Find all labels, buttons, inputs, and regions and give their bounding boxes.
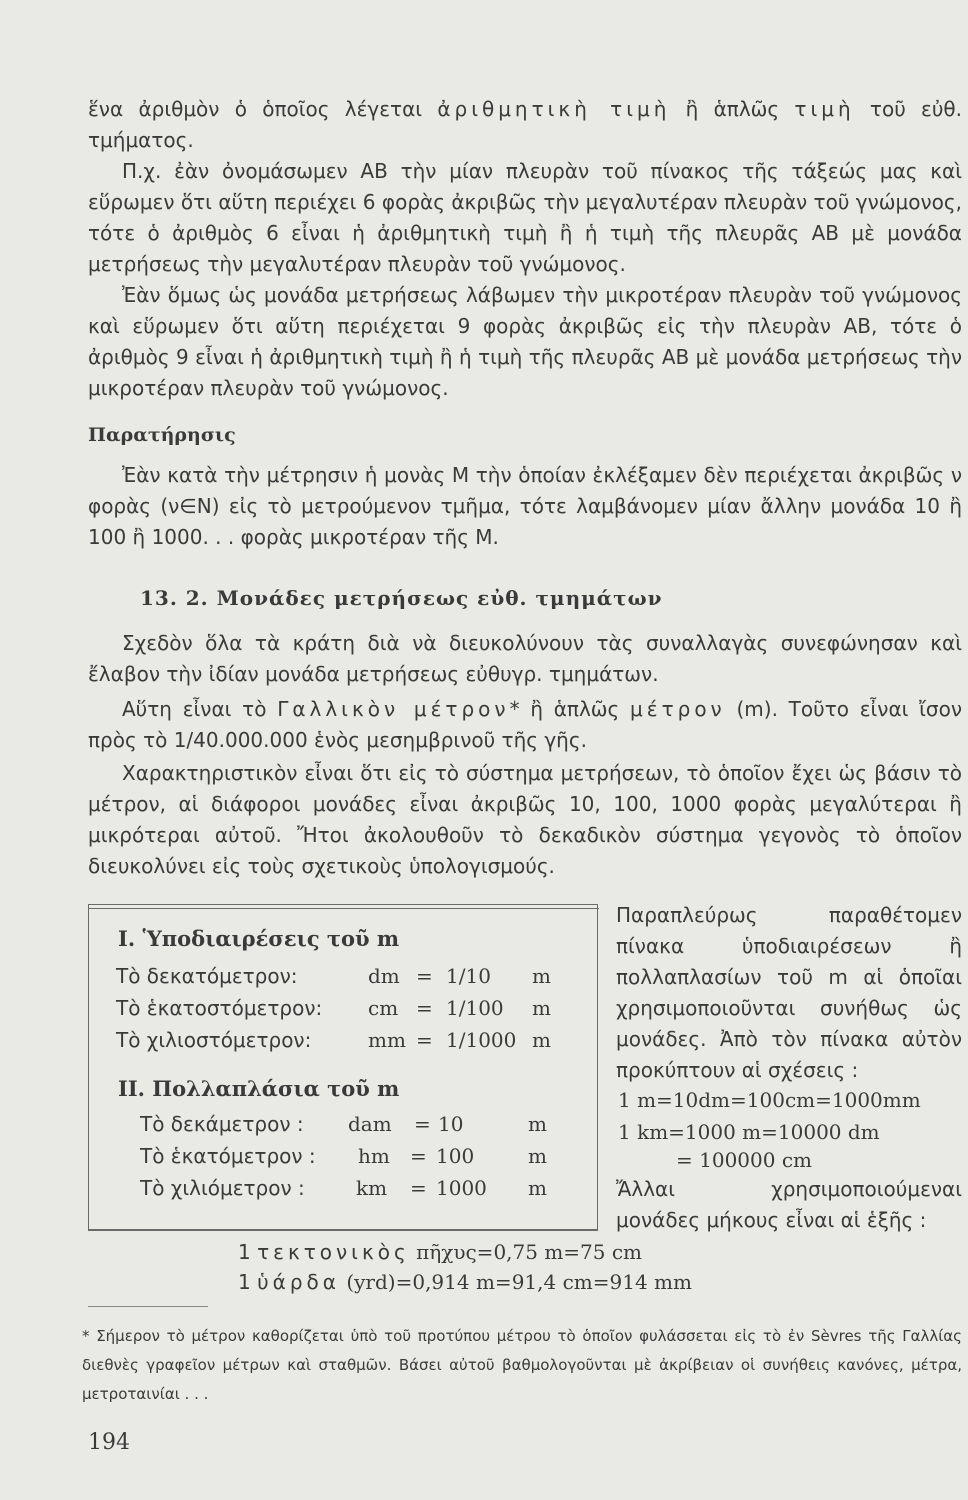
term-french-metre: Γαλλικὸν μέτρον (277, 697, 510, 721)
paragraph-example-2: Ἐὰν ὅμως ὡς μονάδα μετρήσεως λάβωμεν τὴν μικροτέραν πλευρὰν τοῦ γνώμονος καὶ εὕρωμεν ὅτι αὕτη περιέχεται 9 φορὰς ἀκριβῶς εἰς τὴν πλευρὰν ΑΒ, τότε ὁ ἀριθμὸς 9 εἶναι ἡ ἀριθμητικὴ τιμὴ ἢ ἡ τιμὴ τῆς πλευρᾶς ΑΒ μὲ μονάδα μετρήσεως τὴν μικροτέραν πλευρὰν τοῦ γνώμονος. (88, 283, 962, 400)
footnote: * Σήμερον τὸ μέτρον καθορίζεται ὑπὸ τοῦ προτύπου μέτρου τὸ ὁποῖον φυλάσσεται εἰς τὸ ἐν Sèvres τῆς Γαλλίας διεθνὲς γραφεῖον μέτρων καὶ σταθμῶν. Βάσει αὐτοῦ βαθμολογοῦνται μὲ ἀκρίβειαν οἱ συνήθεις κανόνες, μέτρα, μετροταινίαι . . . (82, 1327, 962, 1403)
relation-metre: 1 m=10dm=100cm=1000mm (618, 1088, 921, 1112)
multiples-title: II. Πολλαπλάσια τοῦ m (118, 1076, 400, 1101)
paragraph-remark: Ἐὰν κατὰ τὴν μέτρησιν ἡ μονὰς Μ τὴν ὁποίαν ἐκλέξαμεν δὲν περιέχεται ἀκριβῶς ν φορὰς (ν∈N) εἰς τὸ μετρούμενον τμῆμα, τότε λαμβάνομεν μίαν ἄλλην μονάδα 10 ἢ 100 ἢ 1000. . . φορὰς μικροτέραν τῆς Μ. (88, 463, 962, 549)
relation-kilometre: 1 km=1000 m=10000 dm (618, 1120, 880, 1144)
relation-centimetre: = 100000 cm (676, 1148, 812, 1172)
book-page: ἕνα ἀριθμὸν ὁ ὁποῖος λέγεται ἀριθμητικὴ τιμὴ ἢ ἁπλῶς τιμὴ τοῦ εὐθ. τμήματος. Π.χ. ἐὰν ὀνομάσωμεν ΑΒ τὴν μίαν πλευρὰν τοῦ πίνακος τῆς τάξεώς μας καὶ εὕρωμεν ὅτι αὕτη περιέχει 6 φορὰς ἀκριβῶς τὴν μεγαλυτέραν πλευρὰν τοῦ γνώμονος, τότε ὁ ἀριθμὸς 6 εἶναι ἡ ἀριθμητικὴ τιμὴ ἢ ἡ τιμὴ τῆς πλευρᾶς ΑΒ μὲ μονάδα μετρήσεως τὴν μεγαλυτέραν πλευρὰν τοῦ γνώμονος. Ἐὰν ὅμως ὡς μονάδα μετρήσεως λάβωμεν τὴν μικροτέραν πλευρὰν τοῦ γνώμονος καὶ εὕρωμεν ὅτι αὕτη περιέχεται 9 φορὰς ἀκριβῶς εἰς τὴν πλευρὰν ΑΒ, τότε ὁ ἀριθμὸς 9 εἶναι ἡ ἀριθμητικὴ τιμὴ ἢ ἡ τιμὴ τῆς πλευρᾶς ΑΒ μὲ μονάδα μετρήσεως τὴν μικροτέραν πλευρὰν τοῦ γνώμονος. Παρατήρησις Ἐὰν κατὰ τὴν μέτρησιν ἡ μονὰς Μ τὴν ὁποίαν ἐκλέξαμεν δὲν περιέχεται ἀκριβῶς ν φορὰς (ν∈N) εἰς τὸ μετρούμενον τμῆμα, τότε λαμβάνομεν μίαν ἄλλην μονάδα 10 ἢ 100 ἢ 1000. . . φορὰς μικροτέραν τῆς Μ. 13. 2. Μονάδες μετρήσεως εὐθ. τμημάτων Σχεδὸν ὅλα τὰ κράτη διὰ νὰ διευκολύνουν τὰς συναλλαγὰς συνεφώνησαν καὶ ἔλαβον τὴν ἰδίαν μονάδα μετρήσεως εὐθυγρ. τμημάτων. Αὕτη εἶναι τὸ Γαλλικὸν μέτρον* ἢ ἁπλῶς μέτρον (m). Τοῦτο εἶναι ἴσον πρὸς τὸ 1/40.000.000 ἑνὸς μεσημβρινοῦ τῆς γῆς. Χαρακτηριστικὸν εἶναι ὅτι εἰς τὸ σύστημα μετρήσεων, τὸ ὁποῖον ἔχει ὡς βάσιν τὸ μέτρον, αἱ διάφοροι μονάδες εἶναι ἀκριβῶς 10, 100, 1000 φορὰς μεγαλύτεραι ἢ μικρότεραι αὐτοῦ. Ἤτοι ἀκολουθοῦν τὸ δεκαδικὸν σύστημα γεγονὸς τὸ ὁποῖον διευκολύνει εἰς τοὺς σχετικοὺς ὑπολογισμούς. I. Ὑποδιαιρέσεις τοῦ m Τὸ δεκατόμετρον: dm = 1/10 m Τὸ ἑκατοστόμετρον: cm = 1/100 m Τὸ χιλιοστόμετρον: mm = 1/1000 m II. Πολλαπλάσια τοῦ m Τὸ δεκάμετρον : dam = 10 m Τὸ ἑκατόμετρον : hm = 100 m Τὸ χιλιόμετρον : km = 1000 m Παραπλεύρως παραθέτομεν πίνακα ὑποδιαιρέσεων ἢ πολλαπλασίων τοῦ m αἱ ὁποῖαι χρησιμοποιοῦνται συνήθως ὡς μονάδες. Ἀπὸ τὸν πίνακα αὐτὸν προκύπτουν αἱ σχέσεις : 1 m=10dm=100cm=1000mm 1 km=1000 m=10000 dm = 100000 cm Ἄλλαι χρησιμοποιούμεναι μονάδες μήκους εἶναι αἱ ἑξῆς : 1 τεκτονικὸς πῆχυς=0,75 m=75 cm 1 ὑάρδα (yrd)=0,914 m=91,4 cm=914 mm * Σήμερον τὸ μέτρον καθορίζεται ὑπὸ τοῦ προτύπου μέτρου τὸ ὁποῖον φυλάσσεται εἰς τὸ ἐν Sèvres τῆς Γαλλίας διεθνὲς γραφεῖον μέτρων καὶ σταθμῶν. Βάσει αὐτοῦ βαθμολογοῦνται μὲ ἀκρίβειαν οἱ συνήθεις κανόνες, μέτρα, μετροταινίαι . . . 194 (0, 0, 968, 1500)
page-number: 194 (88, 1430, 130, 1455)
conversion-yard: 1 ὑάρδα (yrd)=0,914 m=91,4 cm=914 mm (238, 1270, 692, 1294)
table-top-rule (88, 908, 599, 909)
paragraph-definition: ἕνα ἀριθμὸν ὁ ὁποῖος λέγεται ἀριθμητικὴ τιμὴ ἢ ἁπλῶς τιμὴ τοῦ εὐθ. τμήματος. (88, 97, 963, 152)
term-arithmetic-value: ἀριθμητικὴ τιμὴ (437, 97, 671, 121)
paragraph-decimal-system: Χαρακτηριστικὸν εἶναι ὅτι εἰς τὸ σύστημα μετρήσεων, τὸ ὁποῖον ἔχει ὡς βάσιν τὸ μέτρον, αἱ διάφοροι μονάδες εἶναι ἀκριβῶς 10, 100, 1000 φορὰς μεγαλύτεραι ἢ μικρότεραι αὐτοῦ. Ἤτοι ἀκολουθοῦν τὸ δεκαδικὸν σύστημα γεγονὸς τὸ ὁποῖον διευκολύνει εἰς τοὺς σχετικοὺς ὑπολογισμούς. (88, 761, 962, 878)
term-value: τιμὴ (794, 97, 855, 121)
paragraph-units-intro: Σχεδὸν ὅλα τὰ κράτη διὰ νὰ διευκολύνουν τὰς συναλλαγὰς συνεφώνησαν καὶ ἔλαβον τὴν ἰδίαν μονάδα μετρήσεως εὐθυγρ. τμημάτων. (88, 631, 962, 686)
subdivisions-title: I. Ὑποδιαιρέσεις τοῦ m (118, 926, 400, 951)
remark-title: Παρατήρησις (88, 424, 236, 446)
paragraph-example: Π.χ. ἐὰν ὀνομάσωμεν ΑΒ τὴν μίαν πλευρὰν τοῦ πίνακος τῆς τάξεώς μας καὶ εὕρωμεν ὅτι αὕτη περιέχει 6 φορὰς ἀκριβῶς τὴν μεγαλυτέραν πλευρὰν τοῦ γνώμονος, τότε ὁ ἀριθμὸς 6 εἶναι ἡ ἀριθμητικὴ τιμὴ ἢ ἡ τιμὴ τῆς πλευρᾶς ΑΒ μὲ μονάδα μετρήσεως τὴν μεγαλυτέραν πλευρὰν τοῦ γνώμονος. (88, 159, 962, 276)
side-paragraph-other-units: Ἄλλαι χρησιμοποιούμεναι μονάδες μήκους εἶναι αἱ ἑξῆς : (616, 1177, 962, 1232)
conversion-cubit: 1 τεκτονικὸς πῆχυς=0,75 m=75 cm (238, 1240, 643, 1264)
paragraph-metre: Αὕτη εἶναι τὸ Γαλλικὸν μέτρον* ἢ ἁπλῶς μέτρον (m). Τοῦτο εἶναι ἴσον πρὸς τὸ 1/40.000.000 ἑνὸς μεσημβρινοῦ τῆς γῆς. (88, 697, 963, 752)
side-paragraph: Παραπλεύρως παραθέτομεν πίνακα ὑποδιαιρέσεων ἢ πολλαπλασίων τοῦ m αἱ ὁποῖαι χρησιμοποιοῦνται συνήθως ὡς μονάδες. Ἀπὸ τὸν πίνακα αὐτὸν προκύπτουν αἱ σχέσεις : (616, 903, 962, 1082)
footnote-rule (88, 1306, 208, 1307)
term-metre: μέτρον (630, 697, 726, 721)
section-title: 13. 2. Μονάδες μετρήσεως εὐθ. τμημάτων (140, 586, 663, 610)
